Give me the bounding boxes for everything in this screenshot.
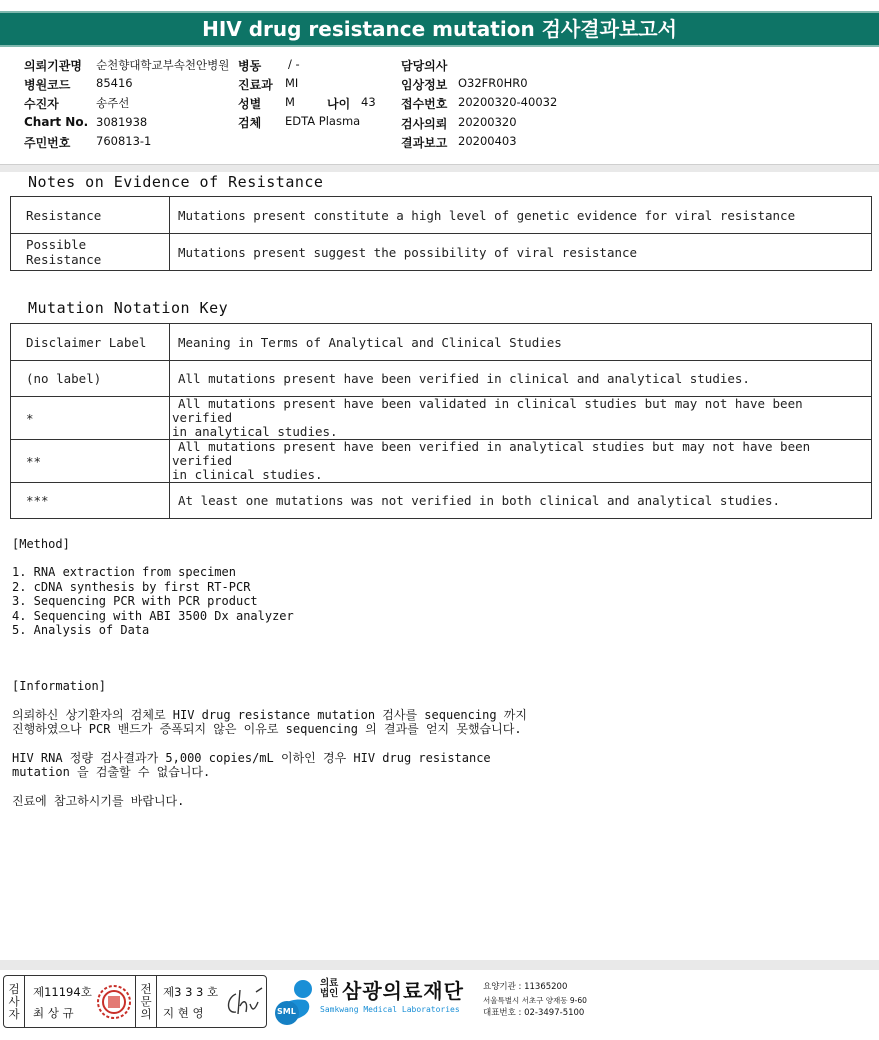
result-report-value: 20200403: [458, 134, 517, 148]
disclaimer-meaning: [170, 483, 872, 519]
report-title: HIV drug resistance mutation 검사결과보고서: [0, 11, 879, 47]
specialist-label-text: 전문의: [139, 982, 153, 1021]
meaning-line: All mutations present have been verified in clinical and analytical studies.: [178, 371, 750, 386]
notation-table: [10, 323, 872, 519]
org-name: 삼광의료재단: [342, 979, 464, 1003]
footer-divider: [0, 960, 879, 970]
specialist-license-no: 제3 3 3 호: [163, 985, 219, 999]
information-text-line: 진행하였으나 PCR 밴드가 증폭되지 않은 이유로 sequencing 의 결과를 얻지 못했습니다.: [12, 722, 522, 736]
information-text-line: 진료에 참고하시기를 바랍니다.: [12, 794, 185, 808]
department-value: MI: [285, 76, 299, 90]
sex-label: 성별: [238, 97, 262, 111]
specialist-name: 지 현 영: [163, 1006, 204, 1020]
table-row: [11, 234, 872, 271]
table-row: [11, 397, 872, 440]
information-text-line: HIV RNA 정량 검사결과가 5,000 copies/mL 이하인 경우 HIV drug resistance: [12, 751, 491, 765]
information-text-line: 의뢰하신 상기환자의 검체로 HIV drug resistance mutation 검사를 sequencing 까지: [12, 708, 527, 722]
care-institution-no: 요양기관 : 11365200: [483, 982, 568, 992]
patient-name-label: 수진자: [24, 97, 59, 111]
method-list: [12, 565, 294, 638]
test-request-label: 검사의뢰: [401, 117, 448, 131]
department-label: 진료과: [238, 78, 273, 92]
hospital-code-value: 85416: [96, 76, 133, 90]
table-row: [11, 197, 872, 234]
ward-label: 병동: [238, 59, 262, 73]
meaning-line: in clinical studies.: [172, 467, 323, 482]
physician-label: 담당의사: [401, 59, 448, 73]
examiner-license-no: 제11194호: [33, 985, 92, 999]
disclaimer-meaning: [170, 440, 872, 483]
meaning-line: All mutations present have been verified in analytical studies but may not have been verified: [172, 439, 811, 468]
patient-info-header: [0, 47, 879, 165]
receipt-no-value: 20200320-40032: [458, 95, 558, 109]
specialist-label: [135, 976, 157, 1027]
resident-no-value: 760813-1: [96, 134, 152, 148]
org-phone: 대표번호 : 02-3497-5100: [483, 1008, 585, 1018]
method-heading: [Method]: [12, 537, 70, 551]
column-header-label: Disclaimer Label: [11, 324, 170, 361]
logo-text: SML: [277, 1007, 296, 1016]
specimen-value: EDTA Plasma: [285, 114, 361, 128]
org-name-english: Samkwang Medical Laboratories: [320, 1005, 460, 1014]
org-contact: [483, 981, 587, 1020]
institution-label: 의뢰기관명: [24, 59, 82, 73]
ward-value: / -: [288, 57, 300, 71]
disclaimer-meaning: [170, 397, 872, 440]
table-row: [11, 440, 872, 483]
examiner-label-text: 검사자: [7, 982, 21, 1021]
disclaimer-label: *: [11, 397, 170, 440]
org-address: 서울특별시 서초구 양재동 9-60: [483, 996, 587, 1005]
disclaimer-label: **: [11, 440, 170, 483]
chart-no-value: 3081938: [96, 115, 148, 129]
table-header-row: [11, 324, 872, 361]
age-value: 43: [361, 95, 376, 109]
examiner-name: 최 상 규: [33, 1006, 74, 1020]
org-type-top: 의료: [320, 978, 339, 989]
section-divider: [0, 165, 879, 172]
institution-value: 순천향대학교부속천안병원: [96, 58, 230, 72]
information-heading: [Information]: [12, 679, 106, 693]
meaning-line: At least one mutations was not verified in both clinical and analytical studies.: [178, 493, 781, 508]
column-header-meaning: Meaning in Terms of Analytical and Clinical Studies: [170, 324, 872, 361]
examiner-label: [4, 976, 25, 1027]
specimen-label: 검체: [238, 116, 262, 130]
table-row: [11, 483, 872, 519]
evidence-table: [10, 196, 872, 271]
examiner-seal-icon: [96, 984, 132, 1020]
org-type: [320, 979, 338, 999]
result-report-label: 결과보고: [401, 136, 448, 150]
evidence-description: Mutations present suggest the possibility of viral resistance: [170, 234, 872, 271]
disclaimer-meaning: [170, 361, 872, 397]
signature-icon: [222, 984, 264, 1022]
table-row: [11, 361, 872, 397]
patient-name-value: 송주선: [96, 96, 130, 110]
test-request-value: 20200320: [458, 115, 517, 129]
meaning-line: All mutations present have been validated in clinical studies but may not have been verified: [172, 396, 803, 425]
method-step: 2. cDNA synthesis by first RT-PCR: [12, 579, 251, 594]
age-label: 나이: [327, 97, 351, 111]
meaning-line: in analytical studies.: [172, 424, 338, 439]
evidence-section-title: Notes on Evidence of Resistance: [28, 173, 324, 191]
clinical-info-value: O32FR0HR0: [458, 76, 528, 90]
evidence-term: Resistance: [11, 197, 170, 234]
evidence-description: Mutations present constitute a high level of genetic evidence for viral resistance: [170, 197, 872, 234]
information-text-line: mutation 을 검출할 수 없습니다.: [12, 765, 211, 779]
hospital-code-label: 병원코드: [24, 78, 71, 92]
disclaimer-label: (no label): [11, 361, 170, 397]
chart-no-label: Chart No.: [24, 115, 89, 129]
disclaimer-label: ***: [11, 483, 170, 519]
sml-logo-icon: [271, 976, 319, 1026]
method-step: 5. Analysis of Data: [12, 623, 150, 637]
method-step: 4. Sequencing with ABI 3500 Dx analyzer: [12, 608, 294, 623]
signature-box: [3, 975, 267, 1028]
notation-section-title: Mutation Notation Key: [28, 299, 229, 317]
method-step: 3. Sequencing PCR with PCR product: [12, 594, 258, 608]
clinical-info-label: 임상정보: [401, 78, 448, 92]
method-step: 1. RNA extraction from specimen: [12, 565, 236, 579]
org-type-bottom: 법인: [320, 988, 339, 999]
sex-value: M: [285, 95, 295, 109]
resident-no-label: 주민번호: [24, 136, 71, 150]
evidence-term: Possible Resistance: [11, 234, 170, 271]
receipt-no-label: 접수번호: [401, 97, 448, 111]
